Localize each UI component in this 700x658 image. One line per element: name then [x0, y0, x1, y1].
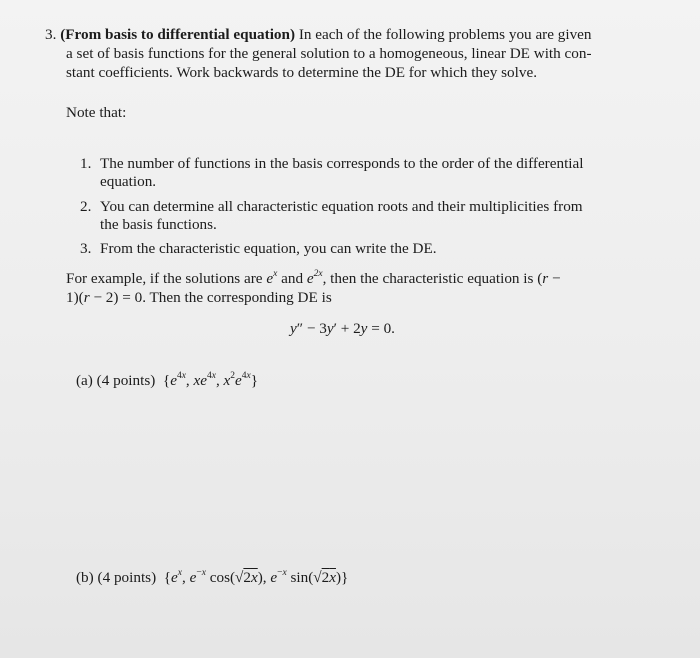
- problem-intro-line1: In each of the following problems you are given: [295, 26, 592, 43]
- part-a: [76, 372, 258, 390]
- example-line2: 1)(r − 2) = 0. Then the corresponding DE is: [66, 289, 332, 306]
- note-item-2-number: 2.: [80, 198, 92, 215]
- problem-number: 3.: [45, 26, 57, 43]
- example-line1: For example, if the solutions are $e^x$ and $e^{2x}$, then the characteristic equation is (r −: [66, 269, 561, 287]
- part-b-label: (b) (4 points): [76, 569, 157, 586]
- note-item-1-line1: The number of functions in the basis corresponds to the order of the differential: [100, 155, 584, 172]
- problem-intro-line3: stant coefficients. Work backwards to determine the DE for which they solve.: [66, 64, 537, 81]
- problem-header-line: [45, 26, 592, 44]
- note-item-2-line2: the basis functions.: [100, 216, 217, 233]
- part-a-basis: {$e^{4x}$, $xe^{4x}$, $x^2e^{4x}$}: [159, 371, 259, 389]
- note-item-2-line1: You can determine all characteristic equation roots and their multiplicities from: [100, 198, 583, 215]
- part-b-basis: {$e^x$, $e^{-x}$ cos(√2x), $e^{-x}$ sin(√2x)}: [159, 568, 349, 586]
- part-b: [76, 569, 348, 587]
- problem-title: (From basis to differential equation): [60, 26, 296, 43]
- note-item-1-line2: equation.: [100, 173, 157, 190]
- note-item-3-line1: From the characteristic equation, you can write the DE.: [100, 240, 437, 257]
- note-item-3-number: 3.: [80, 240, 92, 257]
- note-label: Note that:: [66, 104, 127, 121]
- part-a-label: (a) (4 points): [76, 372, 156, 389]
- note-item-1-number: 1.: [80, 155, 92, 172]
- example-differential-equation: y″ − 3y′ + 2y = 0.: [290, 320, 395, 337]
- problem-intro-line2: a set of basis functions for the general solution to a homogeneous, linear DE with con-: [66, 45, 592, 62]
